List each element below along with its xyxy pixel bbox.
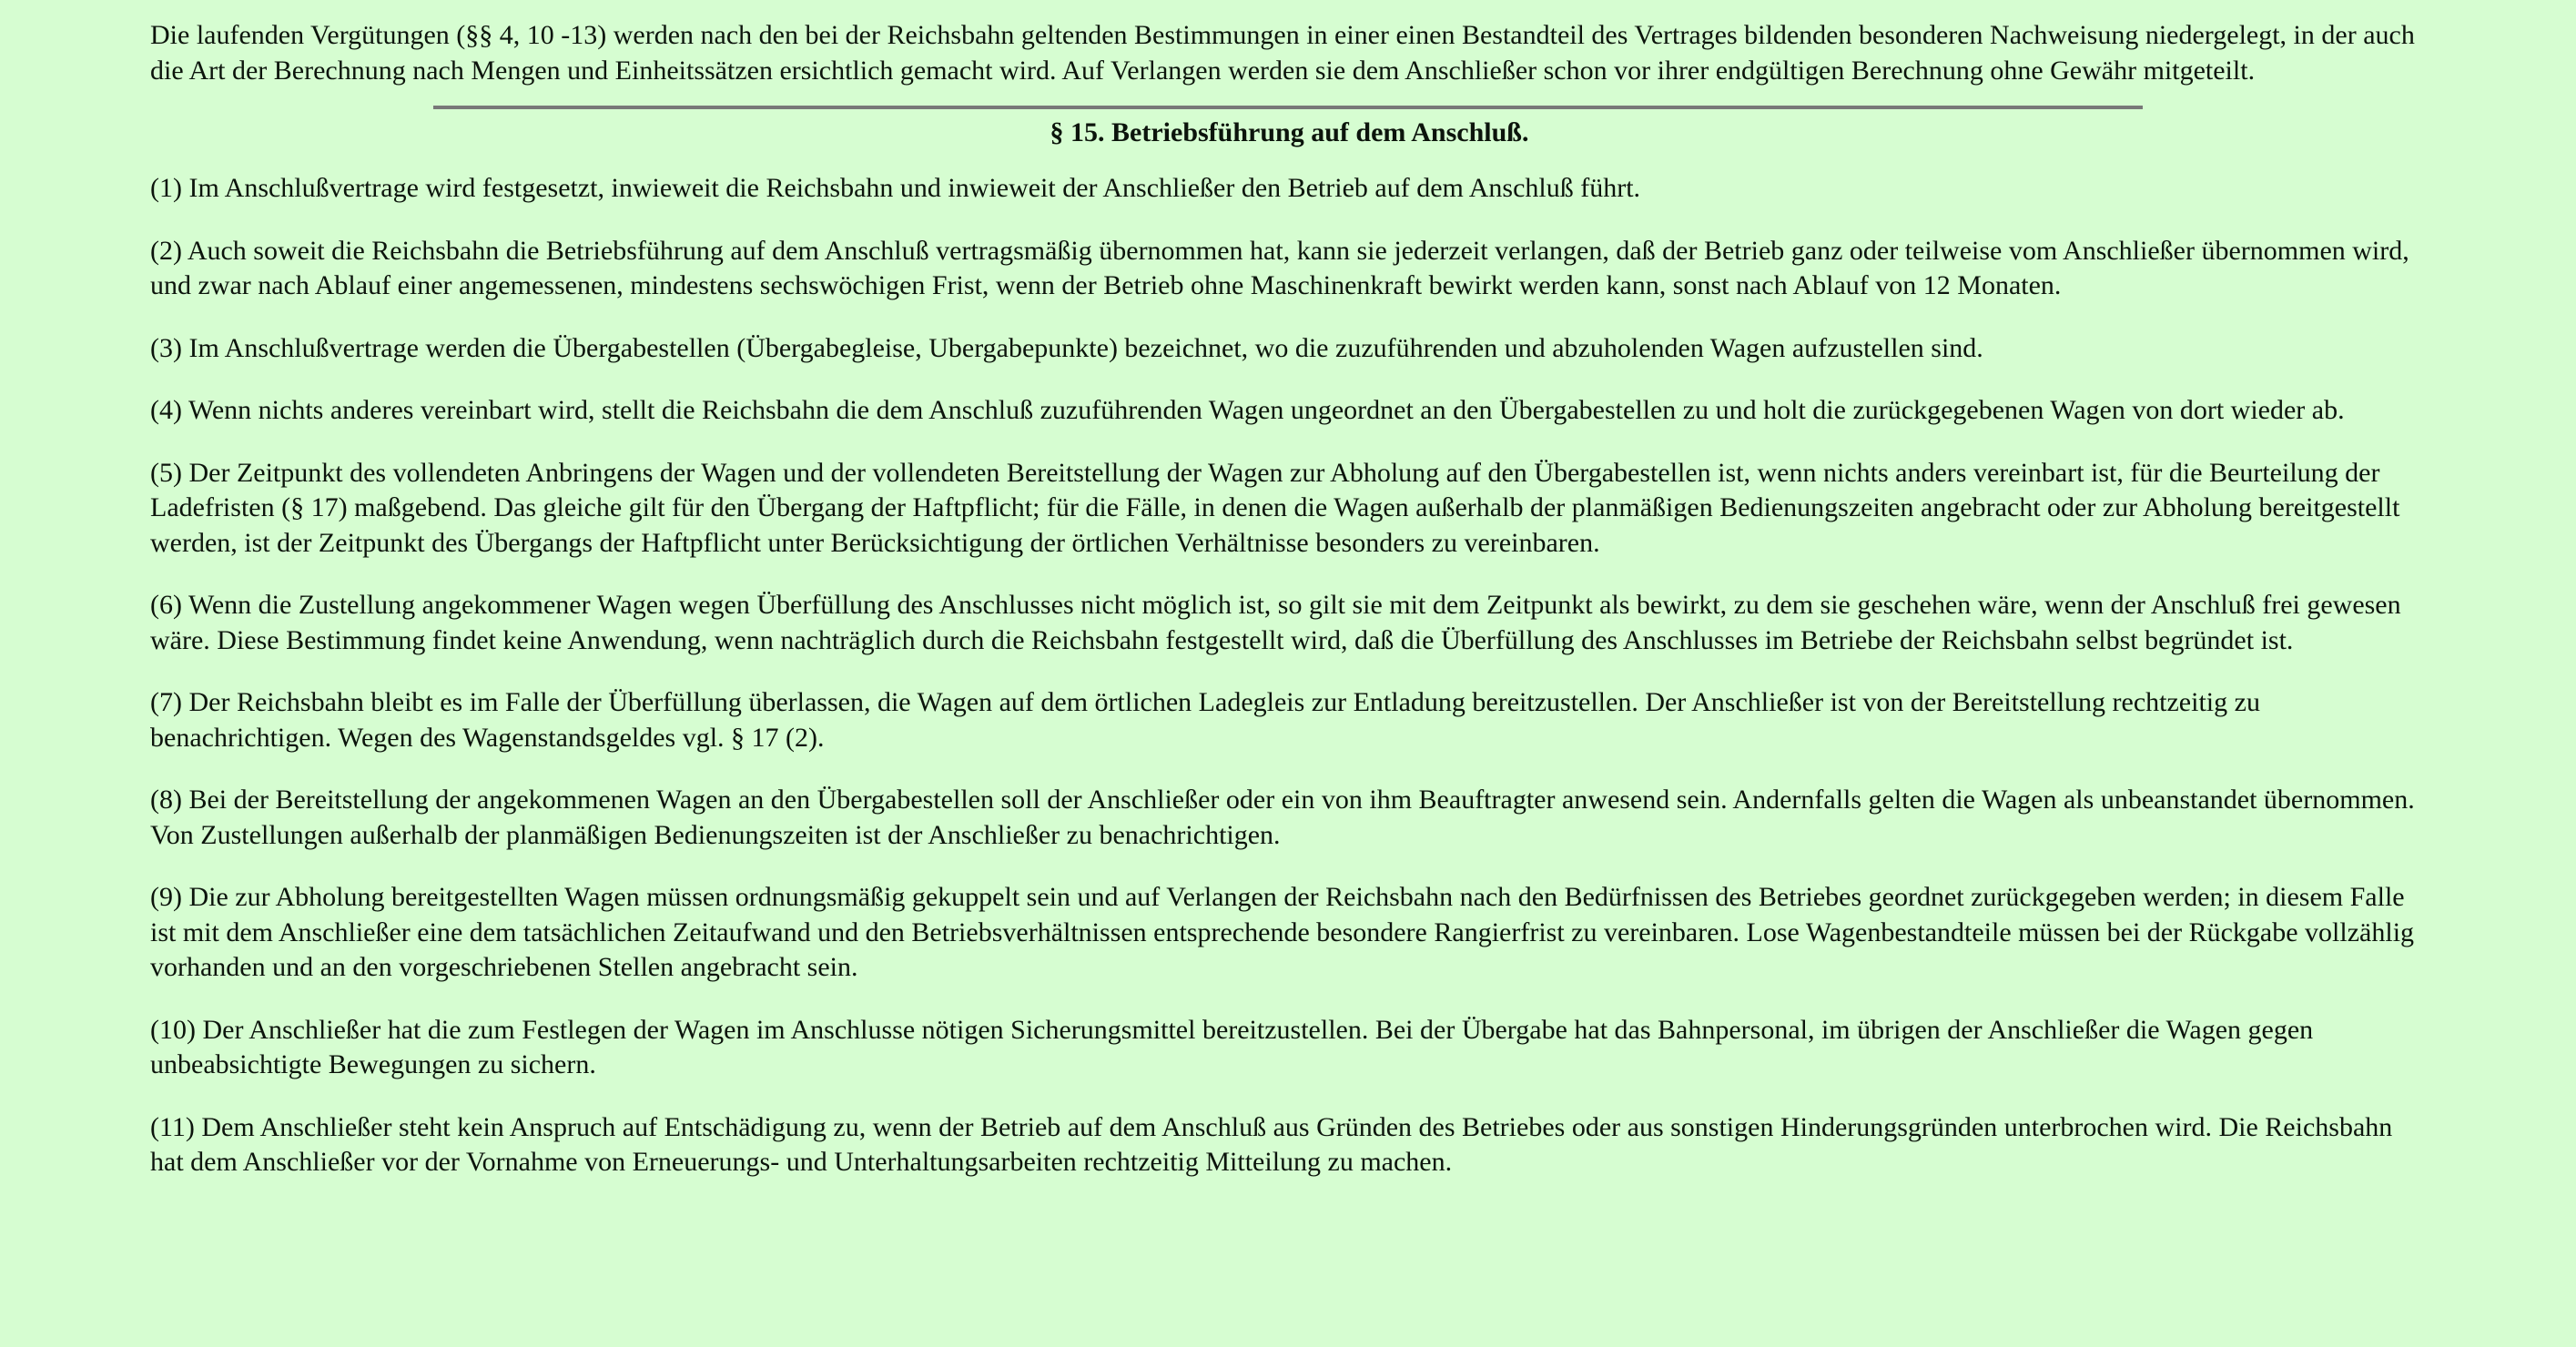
paragraph-10: (10) Der Anschließer hat die zum Festlegen der Wagen im Anschlusse nötigen Sicherungsmittel bereitzustellen. Bei der Übergabe hat das Bahnpersonal, im übrigen der Anschließer die Wagen gegen unbeabsichtigte Bewegungen zu sichern. <box>150 1014 2314 1079</box>
paragraph-4: (4) Wenn nichts anderes vereinbart wird, stellt die Reichsbahn die dem Anschluß zuzuführenden Wagen ungeordnet an den Übergabestellen zu und holt die zurückgegebenen Wagen von dort wieder ab. <box>150 395 2345 425</box>
section-heading: § 15. Betriebsführung auf dem Anschluß. <box>1050 117 1529 147</box>
paragraph-8: (8) Bei der Bereitstellung der angekommenen Wagen an den Übergabestellen soll der Anschließer oder ein von ihm Beauftragter anwesend sein. Andernfalls gelten die Wagen als unbeanstandet übernommen. Von Zustellungen außerhalb der planmäßigen Bedienungszeiten ist der Anschließer zu benachrichtigen. <box>150 785 2415 850</box>
paragraph-3: (3) Im Anschlußvertrage werden die Übergabestellen (Übergabegleise, Ubergabepunkte) bezeichnet, wo die zuzuführenden und abzuholenden Wagen aufzustellen sind. <box>150 332 1983 363</box>
paragraph-6: (6) Wenn die Zustellung angekommener Wagen wegen Überfüllung des Anschlusses nicht möglich ist, so gilt sie mit dem Zeitpunkt als bewirkt, zu dem sie geschehen wäre, wenn der Anschluß frei gewesen wäre. Diese Bestimmung findet keine Anwendung, wenn nachträglich durch die Reichsbahn festgestellt wird, daß die Überfüllung des Anschlusses im Betriebe der Reichsbahn selbst begründet ist. <box>150 590 2401 655</box>
paragraph-9: (9) Die zur Abholung bereitgestellten Wagen müssen ordnungsmäßig gekuppelt sein und auf Verlangen der Reichsbahn nach den Bedürfnissen des Betriebes geordnet zurückgegeben werden; in diesem Falle ist mit dem Anschließer eine dem tatsächlichen Zeitaufwand und den Betriebsverhältnissen entsprechende besondere Rangierfrist zu vereinbaren. Lose Wagenbestandteile müssen bei der Rückgabe vollzählig vorhanden und an den vorgeschriebenen Stellen angebracht sein. <box>150 882 2415 982</box>
paragraph-1: (1) Im Anschlußvertrage wird festgesetzt, inwieweit die Reichsbahn und inwieweit der Anschließer den Betrieb auf dem Anschluß führt. <box>150 173 1641 203</box>
paragraph-2: (2) Auch soweit die Reichsbahn die Betriebsführung auf dem Anschluß vertragsmäßig übernommen hat, kann sie jederzeit verlangen, daß der Betrieb ganz oder teilweise vom Anschließer übernommen wird, und zwar nach Ablauf einer angemessenen, mindestens sechswöchigen Frist, wenn der Betrieb ohne Maschinenkraft bewirkt werden kann, sonst nach Ablauf von 12 Monaten. <box>150 235 2409 300</box>
intro-paragraph: Die laufenden Vergütungen (§§ 4, 10 -13) werden nach den bei der Reichsbahn geltenden Bestimmungen in einer einen Bestandteil des Vertrages bildenden besonderen Nachweisung niedergelegt, in der auch die Art der Berechnung nach Mengen und Einheitssätzen ersichtlich gemacht wird. Auf Verlangen werden sie dem Anschließer schon vor ihrer endgültigen Berechnung ohne Gewähr mitgeteilt. <box>150 20 2415 86</box>
paragraph-11: (11) Dem Anschließer steht kein Anspruch auf Entschädigung zu, wenn der Betrieb auf dem Anschluß aus Gründen des Betriebes oder aus sonstigen Hinderungsgründen unterbrochen wird. Die Reichsbahn hat dem Anschließer vor der Vornahme von Erneuerungs- und Unterhaltungsarbeiten rechtzeitig Mitteilung zu machen. <box>150 1111 2393 1177</box>
paragraph-7: (7) Der Reichsbahn bleibt es im Falle der Überfüllung überlassen, die Wagen auf dem örtlichen Ladegleis zur Entladung bereitzustellen. Der Anschließer ist von der Bereitstellung rechtzeitig zu benachrichtigen. Wegen des Wagenstandsgeldes vgl. § 17 (2). <box>150 687 2260 753</box>
paragraph-5: (5) Der Zeitpunkt des vollendeten Anbringens der Wagen und der vollendeten Bereitstellung der Wagen zur Abholung auf den Übergabestellen ist, wenn nichts anders vereinbart ist, für die Beurteilung der Ladefristen (§ 17) maßgebend. Das gleiche gilt für den Übergang der Haftpflicht; für die Fälle, in denen die Wagen außerhalb der planmäßigen Bedienungszeiten angebracht oder zur Abholung bereitgestellt werden, ist der Zeitpunkt des Übergangs der Haftpflicht unter Berücksichtigung der örtlichen Verhältnisse besonders zu vereinbaren. <box>150 457 2400 558</box>
section-divider <box>433 106 2143 109</box>
